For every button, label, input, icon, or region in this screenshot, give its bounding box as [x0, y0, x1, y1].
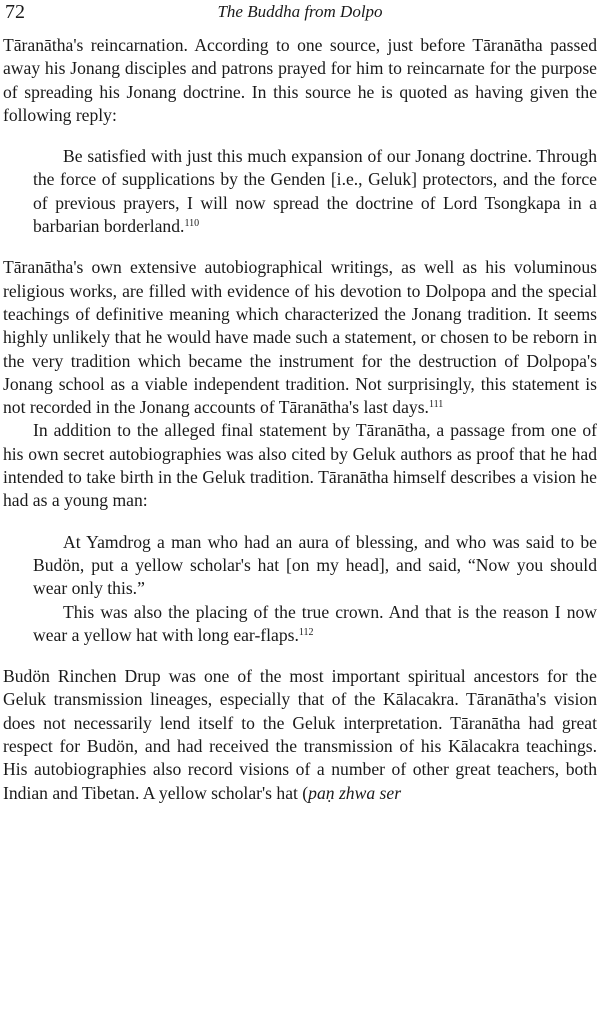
tibetan-term: paṇ zhwa ser [308, 782, 402, 803]
page-number: 72 [5, 1, 25, 23]
spacer [3, 513, 597, 531]
block-quote-2b-text: This was also the placing of the true crown. And that is the reason I now wear a yellow hat with long ear-flaps. [33, 601, 597, 645]
block-quote-2a: At Yamdrog a man who had an aura of blessing, and who was said to be Budön, put a yellow scholar's hat [on my head], and said, “Now you should wear only this.” [33, 531, 597, 599]
paragraph-4-text: Budön Rinchen Drup was one of the most important spiritual ancestors for the Geluk transmission lineages, especially that of the Kālacakra. Tāranātha's vision does not necessarily lend itself to the Geluk interpretation. Tāranātha had great respect for Budön, and had received the transmission of his Kālacakra teachings. His autobiographies also record visions of a number of other great teachers, both Indian and Tibetan. A yellow scholar's hat ( [3, 666, 597, 803]
spacer [3, 238, 597, 256]
paragraph-3: In addition to the alleged final statement by Tāranātha, a passage from one of his own secret autobiographies was also cited by Geluk authors as proof that he had intended to take birth in the Geluk tradition. Tāranātha himself describes a vision he had as a young man: [3, 420, 597, 511]
block-quote-2b [3, 601, 597, 648]
paragraph-1: Tāranātha's reincarnation. According to one source, just before Tāranātha passed away his Jonang disciples and patrons prayed for him to reincarnate for the purpose of spreading his Jonang doctrine. In this source he is quoted as having given the following reply: [3, 35, 597, 125]
footnote-ref-110: 110 [184, 218, 200, 230]
footnote-ref-112: 112 [298, 626, 314, 638]
paragraph-4 [3, 665, 597, 805]
footnote-ref-111: 111 [428, 399, 444, 411]
spacer [3, 647, 597, 665]
block-quote-1-text: Be satisfied with just this much expansion of our Jonang doctrine. Through the force of supplications by the Genden [i.e., Geluk] protectors, and the force of previous prayers, I will now spread the doctrine of Lord Tsongkapa in a barbarian borderland. [33, 146, 597, 237]
paragraph-2 [3, 256, 597, 419]
book-page [3, 0, 597, 1024]
page-header [3, 0, 597, 24]
running-title: The Buddha from Dolpo [217, 2, 383, 21]
block-quote-1 [3, 145, 597, 238]
paragraph-2-text: Tāranātha's own extensive autobiographical writings, as well as his voluminous religious works, are filled with evidence of his devotion to Dolpopa and the special teachings of definitive meaning which characterized the Jonang tradition. It seems highly unlikely that he would have made such a statement, or chosen to be reborn in the very tradition which became the instrument for the destruction of Dolpopa's Jonang school as a viable independent tradition. Not surprisingly, this statement is not recorded in the Jonang accounts of Tāranātha's last days. [3, 257, 597, 418]
